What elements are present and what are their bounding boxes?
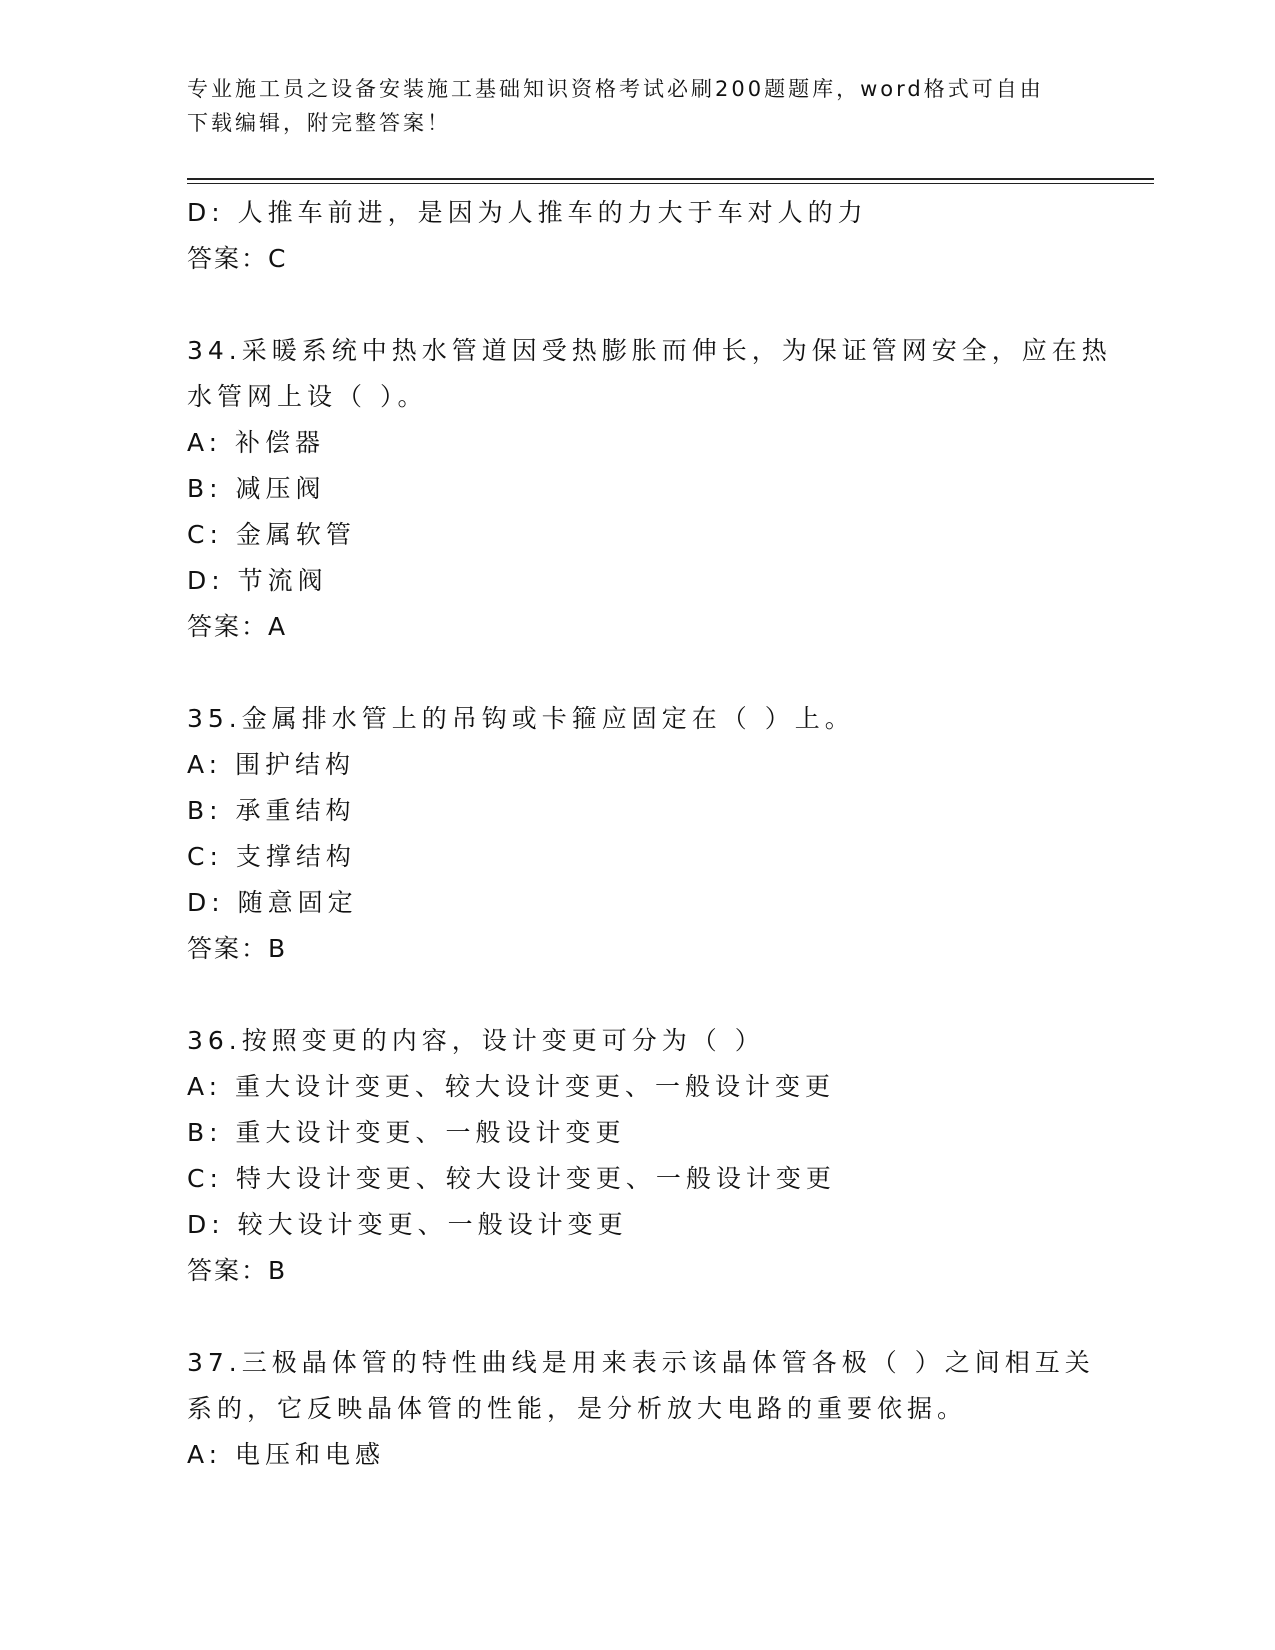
question-35-option-d: D: 随意固定: [187, 888, 358, 917]
question-35-option-c: C: 支撑结构: [187, 842, 356, 871]
question-37-option-a: A: 电压和电感: [187, 1440, 386, 1469]
question-34-option-c: C: 金属软管: [187, 520, 356, 549]
spacer: [187, 972, 1087, 1018]
prev-option-d: D: 人推车前进，是因为人推车的力大于车对人的力: [187, 198, 868, 227]
question-37-stem-line1: 37.三极晶体管的特性曲线是用来表示该晶体管各极（ ）之间相互关: [187, 1348, 1095, 1377]
question-36-answer: 答案：B: [187, 1256, 288, 1285]
question-37-stem-line2: 系的，它反映晶体管的性能，是分析放大电路的重要依据。: [187, 1394, 968, 1423]
question-36-stem: 36.按照变更的内容，设计变更可分为（ ）: [187, 1026, 765, 1055]
question-35-answer: 答案：B: [187, 934, 288, 963]
question-35-option-b: B: 承重结构: [187, 796, 356, 825]
spacer: [187, 650, 1087, 696]
header-divider-thick: [187, 178, 1154, 180]
question-35-option-a: A: 围护结构: [187, 750, 356, 779]
question-36-option-c: C: 特大设计变更、较大设计变更、一般设计变更: [187, 1164, 836, 1193]
question-34-option-d: D: 节流阀: [187, 566, 328, 595]
spacer: [187, 1294, 1087, 1340]
question-34-stem-line1: 34.采暖系统中热水管道因受热膨胀而伸长，为保证管网安全，应在热: [187, 336, 1112, 365]
prev-answer: 答案：C: [187, 244, 288, 273]
question-34-option-b: B: 减压阀: [187, 474, 326, 503]
question-36-option-a: A: 重大设计变更、较大设计变更、一般设计变更: [187, 1072, 836, 1101]
question-34-option-a: A: 补偿器: [187, 428, 326, 457]
question-36-option-b: B: 重大设计变更、一般设计变更: [187, 1118, 626, 1147]
question-34-answer: 答案：A: [187, 612, 288, 641]
question-36-option-d: D: 较大设计变更、一般设计变更: [187, 1210, 628, 1239]
question-content: [187, 190, 1112, 1478]
document-header: 专业施工员之设备安装施工基础知识资格考试必刷200题题库，word格式可自由下载编辑，附完整答案！: [187, 77, 1044, 135]
spacer: [187, 282, 1087, 328]
question-34-stem-line2: 水管网上设（ ）。: [187, 382, 428, 411]
question-35-stem: 35.金属排水管上的吊钩或卡箍应固定在（ ）上。: [187, 704, 855, 733]
header-divider-thin: [187, 183, 1154, 184]
